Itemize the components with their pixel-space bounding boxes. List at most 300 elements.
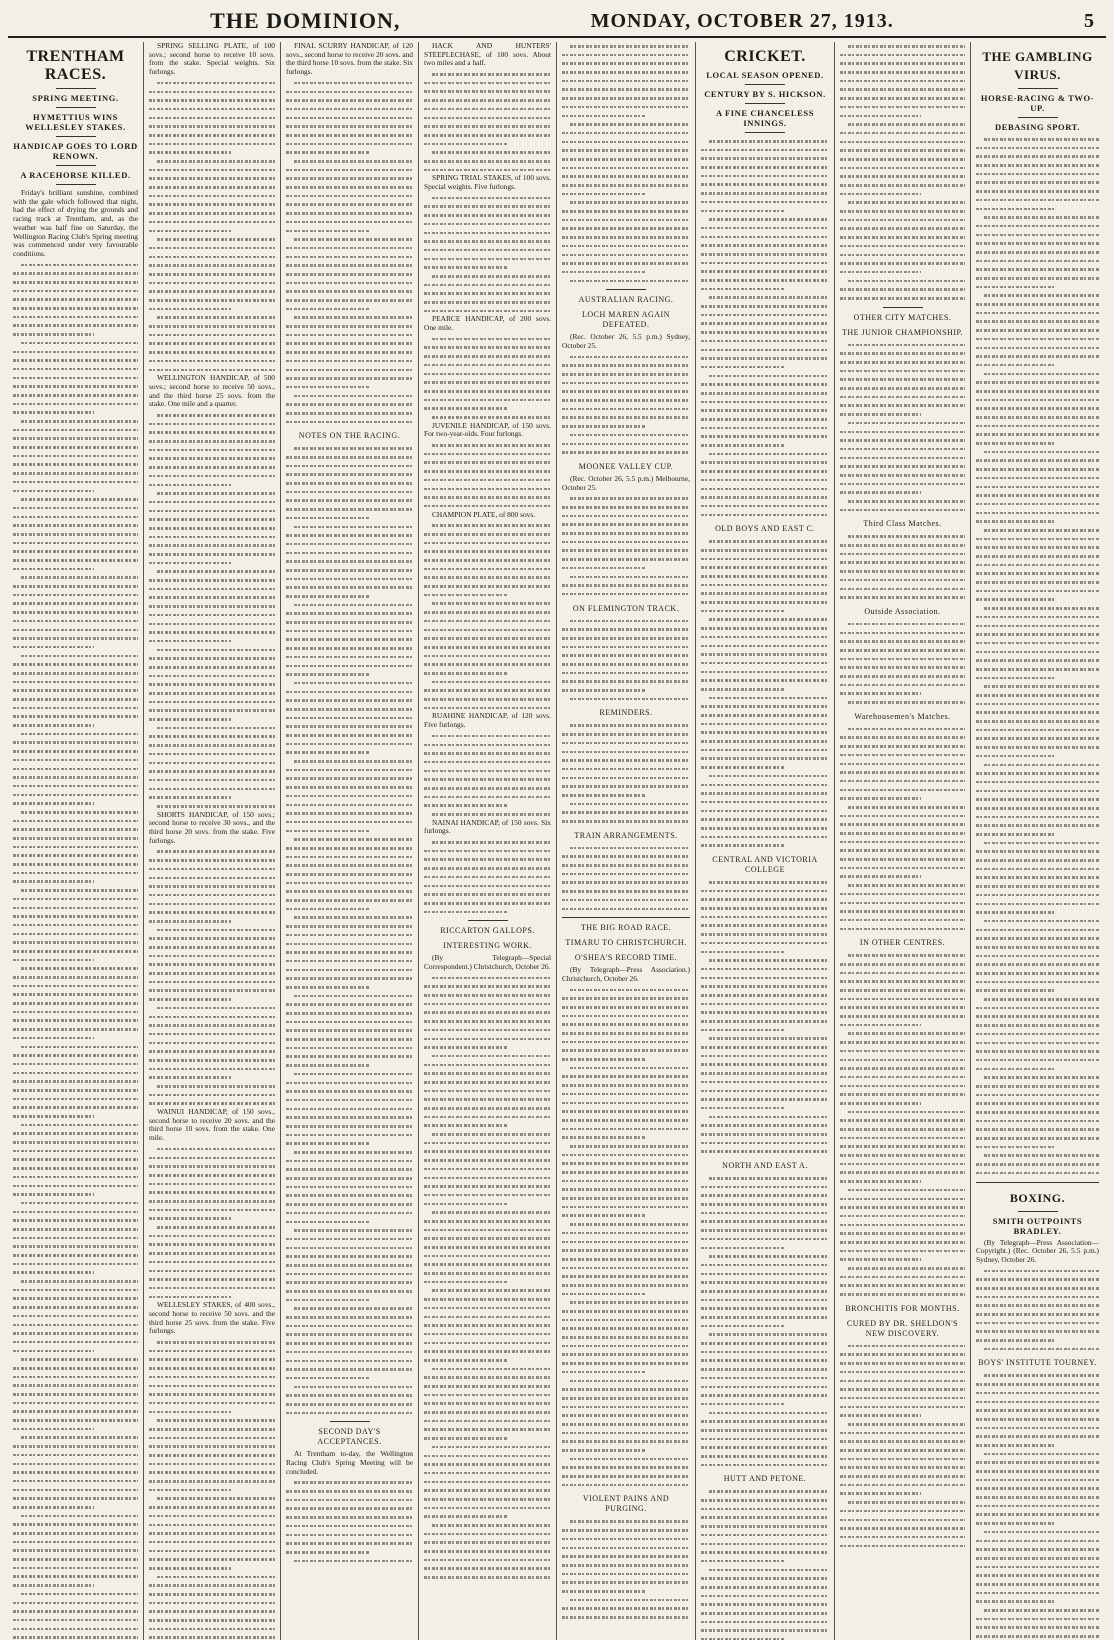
text-line	[701, 1592, 829, 1601]
text-line	[286, 1313, 413, 1322]
text-line	[424, 810, 551, 819]
text-line	[286, 835, 413, 844]
text-line	[701, 458, 829, 467]
text-line	[286, 870, 413, 879]
text-line	[13, 999, 138, 1008]
text-line	[424, 669, 551, 678]
text-line	[840, 164, 965, 173]
text-line	[149, 750, 275, 759]
text-line	[149, 874, 275, 883]
text-line	[424, 775, 551, 784]
text-line	[149, 732, 275, 741]
text-line	[701, 685, 829, 694]
text-line	[562, 68, 690, 77]
text-line	[976, 813, 1099, 822]
text-line	[424, 502, 551, 511]
race-result-final-scurry: FINAL SCURRY HANDICAP, of 120 sovs., second horse to receive 20 sovs. and the third horse 10 sovs. from the stake. Six furlongs.	[286, 42, 413, 77]
text-line	[424, 1078, 551, 1087]
text-line	[286, 905, 413, 914]
text-line	[562, 1133, 690, 1142]
text-line	[562, 155, 690, 164]
text-line	[976, 882, 1099, 891]
text-line	[840, 803, 965, 812]
text-line	[286, 1322, 413, 1331]
text-line	[149, 960, 275, 969]
text-line	[701, 1304, 829, 1313]
cvc-heading: CENTRAL AND VICTORIA COLLEGE	[712, 855, 818, 874]
text-line	[13, 460, 138, 469]
text-line	[424, 626, 551, 635]
text-line	[562, 878, 690, 887]
text-line	[701, 250, 829, 259]
text-line	[840, 864, 965, 873]
text-line	[701, 1557, 829, 1566]
text-line	[976, 1030, 1099, 1039]
text-line	[424, 1408, 551, 1417]
text-line	[701, 921, 829, 930]
text-line	[840, 410, 965, 419]
text-line	[976, 569, 1099, 578]
boxing-filler	[976, 1267, 1099, 1354]
text-line	[701, 833, 829, 842]
text-line	[286, 1226, 413, 1235]
text-line	[701, 1435, 829, 1444]
column-results-1	[144, 42, 281, 1640]
text-line	[13, 261, 138, 270]
text-line	[562, 1333, 690, 1342]
text-line	[13, 921, 138, 930]
text-line	[562, 198, 690, 207]
text-line	[840, 733, 965, 742]
text-line	[976, 1301, 1099, 1310]
text-line	[562, 59, 690, 68]
text-line	[286, 209, 413, 218]
text-line	[149, 140, 275, 149]
text-line	[13, 469, 138, 478]
text-line	[13, 1416, 138, 1425]
text-line	[840, 436, 965, 445]
text-line	[701, 913, 829, 922]
text-line	[840, 1359, 965, 1368]
text-line	[149, 576, 275, 585]
text-line	[13, 426, 138, 435]
text-line	[562, 251, 690, 260]
text-line	[562, 1472, 690, 1481]
text-line	[286, 444, 413, 453]
australian-heading: AUSTRALIAN RACING.	[578, 295, 674, 305]
text-line	[562, 422, 690, 431]
text-line	[701, 1505, 829, 1514]
text-line	[562, 1517, 690, 1526]
trentham-sub3: HANDICAP GOES TO LORD RENOWN.	[13, 141, 138, 161]
text-line	[286, 957, 413, 966]
text-line	[701, 1356, 829, 1365]
text-line	[13, 1043, 138, 1052]
text-line	[840, 1168, 965, 1177]
text-line	[424, 1391, 551, 1400]
cricket-filler	[701, 137, 829, 519]
text-line	[149, 767, 275, 776]
text-line	[13, 1555, 138, 1564]
text-line	[701, 1069, 829, 1078]
text-line	[701, 233, 829, 242]
text-line	[13, 547, 138, 556]
text-line	[286, 514, 413, 523]
text-line	[976, 856, 1099, 865]
text-line	[976, 769, 1099, 778]
text-line	[149, 785, 275, 794]
text-line	[562, 512, 690, 521]
text-line	[976, 1160, 1099, 1169]
text-line	[424, 1547, 551, 1556]
text-line	[976, 795, 1099, 804]
text-line	[701, 328, 829, 337]
text-line	[149, 1390, 275, 1399]
text-line	[424, 801, 551, 810]
text-line	[424, 122, 551, 131]
warehouse-filler	[840, 725, 965, 934]
text-line	[13, 495, 138, 504]
text-line	[286, 1391, 413, 1400]
text-line	[562, 634, 690, 643]
text-line	[13, 1321, 138, 1330]
text-line	[976, 335, 1099, 344]
text-line	[424, 1069, 551, 1078]
text-line	[424, 1269, 551, 1278]
text-line	[562, 503, 690, 512]
text-line	[13, 808, 138, 817]
text-line	[286, 948, 413, 957]
text-line	[562, 448, 690, 457]
text-line	[976, 804, 1099, 813]
text-line	[149, 428, 275, 437]
text-line	[976, 1091, 1099, 1100]
text-line	[976, 613, 1099, 622]
text-line	[701, 1574, 829, 1583]
text-line	[149, 507, 275, 516]
text-line	[424, 643, 551, 652]
text-line	[424, 1156, 551, 1165]
text-line	[424, 1191, 551, 1200]
text-line	[976, 1537, 1099, 1546]
text-line	[13, 1182, 138, 1191]
text-line	[840, 401, 965, 410]
text-line	[286, 122, 413, 131]
text-line	[286, 1079, 413, 1088]
text-line	[562, 242, 690, 251]
text-line	[562, 1072, 690, 1081]
text-line	[840, 506, 965, 515]
text-line	[701, 789, 829, 798]
text-line	[13, 391, 138, 400]
text-line	[976, 1004, 1099, 1013]
text-line	[424, 1443, 551, 1452]
text-line	[286, 244, 413, 253]
trentham-sub1: SPRING MEETING.	[32, 93, 119, 103]
text-line	[840, 1116, 965, 1125]
text-line	[424, 1182, 551, 1191]
text-line	[840, 1247, 965, 1256]
text-line	[424, 1087, 551, 1096]
text-line	[840, 681, 965, 690]
text-line	[149, 331, 275, 340]
text-line	[286, 1157, 413, 1166]
text-line	[701, 198, 829, 207]
boxing-by: (By Telegraph—Press Association—Copyright.) (Rec. October 26, 5.5 p.m.) Sydney, October 26.	[976, 1237, 1099, 1264]
text-line	[149, 934, 275, 943]
text-line	[286, 235, 413, 244]
moonee-by: (Rec. October 26, 5.5 p.m.) Melbourne, October 25.	[562, 473, 690, 492]
text-line	[976, 708, 1099, 717]
text-line	[13, 1173, 138, 1182]
text-line	[286, 105, 413, 114]
text-line	[701, 406, 829, 415]
text-line	[286, 879, 413, 888]
text-line	[13, 1251, 138, 1260]
text-line	[701, 180, 829, 189]
text-line	[701, 432, 829, 441]
text-line	[976, 1082, 1099, 1091]
text-line	[701, 493, 829, 502]
text-line	[562, 1281, 690, 1290]
text-line	[976, 1623, 1099, 1632]
text-line	[149, 270, 275, 279]
text-line	[562, 413, 690, 422]
text-line	[286, 809, 413, 818]
text-line	[286, 114, 413, 123]
text-line	[976, 1424, 1099, 1433]
text-line	[976, 1389, 1099, 1398]
text-line	[286, 1044, 413, 1053]
text-line	[149, 437, 275, 446]
text-line	[13, 1129, 138, 1138]
text-line	[562, 739, 690, 748]
text-line	[286, 1548, 413, 1557]
text-line	[976, 995, 1099, 1004]
text-line	[149, 1154, 275, 1163]
text-line	[976, 1398, 1099, 1407]
paper-title: THE DOMINION,	[210, 8, 401, 33]
text-line	[840, 68, 965, 77]
text-line	[701, 555, 829, 564]
text-line	[840, 899, 965, 908]
text-line	[976, 1450, 1099, 1459]
text-line	[13, 678, 138, 687]
train-filler	[562, 844, 690, 914]
text-line	[149, 253, 275, 262]
text-line	[149, 680, 275, 689]
train-heading: TRAIN ARRANGEMENTS.	[574, 830, 678, 840]
text-line	[286, 644, 413, 653]
text-line	[976, 1484, 1099, 1493]
text-line	[840, 120, 965, 129]
text-line	[13, 452, 138, 461]
acc-filler	[424, 441, 551, 511]
text-line	[562, 730, 690, 739]
text-line	[424, 1113, 551, 1122]
text-line	[13, 1512, 138, 1521]
riccarton-sub: INTERESTING WORK.	[443, 941, 532, 951]
text-line	[424, 591, 551, 600]
race-detail-filler	[149, 79, 275, 374]
text-line	[840, 454, 965, 463]
text-line	[13, 1451, 138, 1460]
text-line	[562, 1194, 690, 1203]
text-line	[149, 1099, 275, 1108]
text-line	[840, 881, 965, 890]
text-line	[286, 148, 413, 157]
continued-filler	[562, 42, 690, 285]
text-line	[562, 1570, 690, 1579]
text-line	[424, 396, 551, 405]
text-line	[286, 757, 413, 766]
text-line	[976, 1441, 1099, 1450]
text-line	[840, 224, 965, 233]
text-line	[976, 578, 1099, 587]
text-line	[149, 646, 275, 655]
text-line	[13, 530, 138, 539]
text-line	[149, 366, 275, 375]
acceptances-lead: At Trentham to-day, the Wellington Racing Club's Spring Meeting will be concluded.	[286, 1449, 413, 1476]
warehouse-heading: Warehousemen's Matches.	[854, 711, 951, 721]
text-line	[149, 305, 275, 314]
text-line	[976, 196, 1099, 205]
text-line	[286, 748, 413, 757]
text-line	[562, 844, 690, 853]
text-line	[840, 42, 965, 51]
text-line	[701, 965, 829, 974]
text-line	[976, 1632, 1099, 1640]
text-line	[562, 1064, 690, 1073]
text-line	[976, 352, 1099, 361]
text-line	[701, 991, 829, 1000]
text-line	[286, 549, 413, 558]
text-line	[562, 1526, 690, 1535]
text-line	[286, 253, 413, 262]
text-line	[840, 138, 965, 147]
text-line	[562, 520, 690, 529]
text-line	[562, 617, 690, 626]
text-line	[286, 714, 413, 723]
bigroad-filler	[562, 986, 690, 1490]
north-east-filler	[701, 1174, 829, 1469]
text-line	[149, 1581, 275, 1590]
text-line	[840, 655, 965, 664]
text-line	[701, 1078, 829, 1087]
text-line	[286, 1035, 413, 1044]
third-class-heading: Third Class Matches.	[863, 519, 942, 529]
text-line	[562, 1264, 690, 1273]
text-line	[424, 70, 551, 79]
hutt-scores-filler	[840, 42, 965, 303]
text-line	[149, 1616, 275, 1625]
text-line	[286, 79, 413, 88]
text-line	[286, 1148, 413, 1157]
text-line	[840, 1012, 965, 1021]
text-line	[976, 213, 1099, 222]
text-line	[562, 51, 690, 60]
text-line	[701, 974, 829, 983]
text-line	[424, 96, 551, 105]
text-line	[13, 269, 138, 278]
text-line	[286, 1496, 413, 1505]
text-line	[840, 576, 965, 585]
cvc-filler	[701, 878, 829, 1156]
text-line	[13, 478, 138, 487]
text-line	[13, 521, 138, 530]
text-line	[976, 1284, 1099, 1293]
text-line	[13, 408, 138, 417]
text-line	[562, 1613, 690, 1622]
text-line	[424, 1460, 551, 1469]
text-line	[562, 573, 690, 582]
text-line	[13, 599, 138, 608]
text-line	[13, 643, 138, 652]
text-line	[13, 712, 138, 721]
text-line	[149, 724, 275, 733]
text-line	[13, 504, 138, 513]
text-line	[286, 418, 413, 427]
text-line	[840, 251, 965, 260]
text-line	[13, 400, 138, 409]
text-line	[976, 960, 1099, 969]
text-line	[424, 298, 551, 307]
text-line	[701, 807, 829, 816]
text-line	[701, 1270, 829, 1279]
column-other-matches	[835, 42, 971, 1640]
text-line	[149, 287, 275, 296]
text-line	[13, 799, 138, 808]
text-line	[424, 991, 551, 1000]
text-line	[840, 1212, 965, 1221]
text-line	[13, 513, 138, 522]
text-line	[701, 302, 829, 311]
text-line	[976, 865, 1099, 874]
text-line	[149, 1442, 275, 1451]
text-line	[286, 1357, 413, 1366]
text-line	[13, 365, 138, 374]
text-line	[13, 591, 138, 600]
text-line	[976, 205, 1099, 214]
text-line	[286, 200, 413, 209]
text-line	[976, 248, 1099, 257]
text-line	[13, 834, 138, 843]
text-line	[562, 120, 690, 129]
text-line	[424, 450, 551, 459]
text-line	[286, 192, 413, 201]
text-line	[13, 1364, 138, 1373]
text-line	[286, 409, 413, 418]
text-line	[562, 686, 690, 695]
text-line	[701, 224, 829, 233]
text-line	[286, 1261, 413, 1270]
text-line	[13, 617, 138, 626]
race-detail-filler	[149, 1338, 275, 1640]
text-line	[13, 278, 138, 287]
text-line	[424, 1052, 551, 1061]
text-line	[424, 202, 551, 211]
text-line	[286, 357, 413, 366]
text-line	[13, 556, 138, 565]
text-line	[701, 659, 829, 668]
outside-heading: Outside Association.	[864, 606, 941, 616]
text-line	[840, 1142, 965, 1151]
text-line	[13, 1503, 138, 1512]
text-line	[701, 293, 829, 302]
hutt-heading: HUTT AND PETONE.	[723, 1474, 807, 1484]
text-line	[149, 802, 275, 811]
text-line	[424, 565, 551, 574]
